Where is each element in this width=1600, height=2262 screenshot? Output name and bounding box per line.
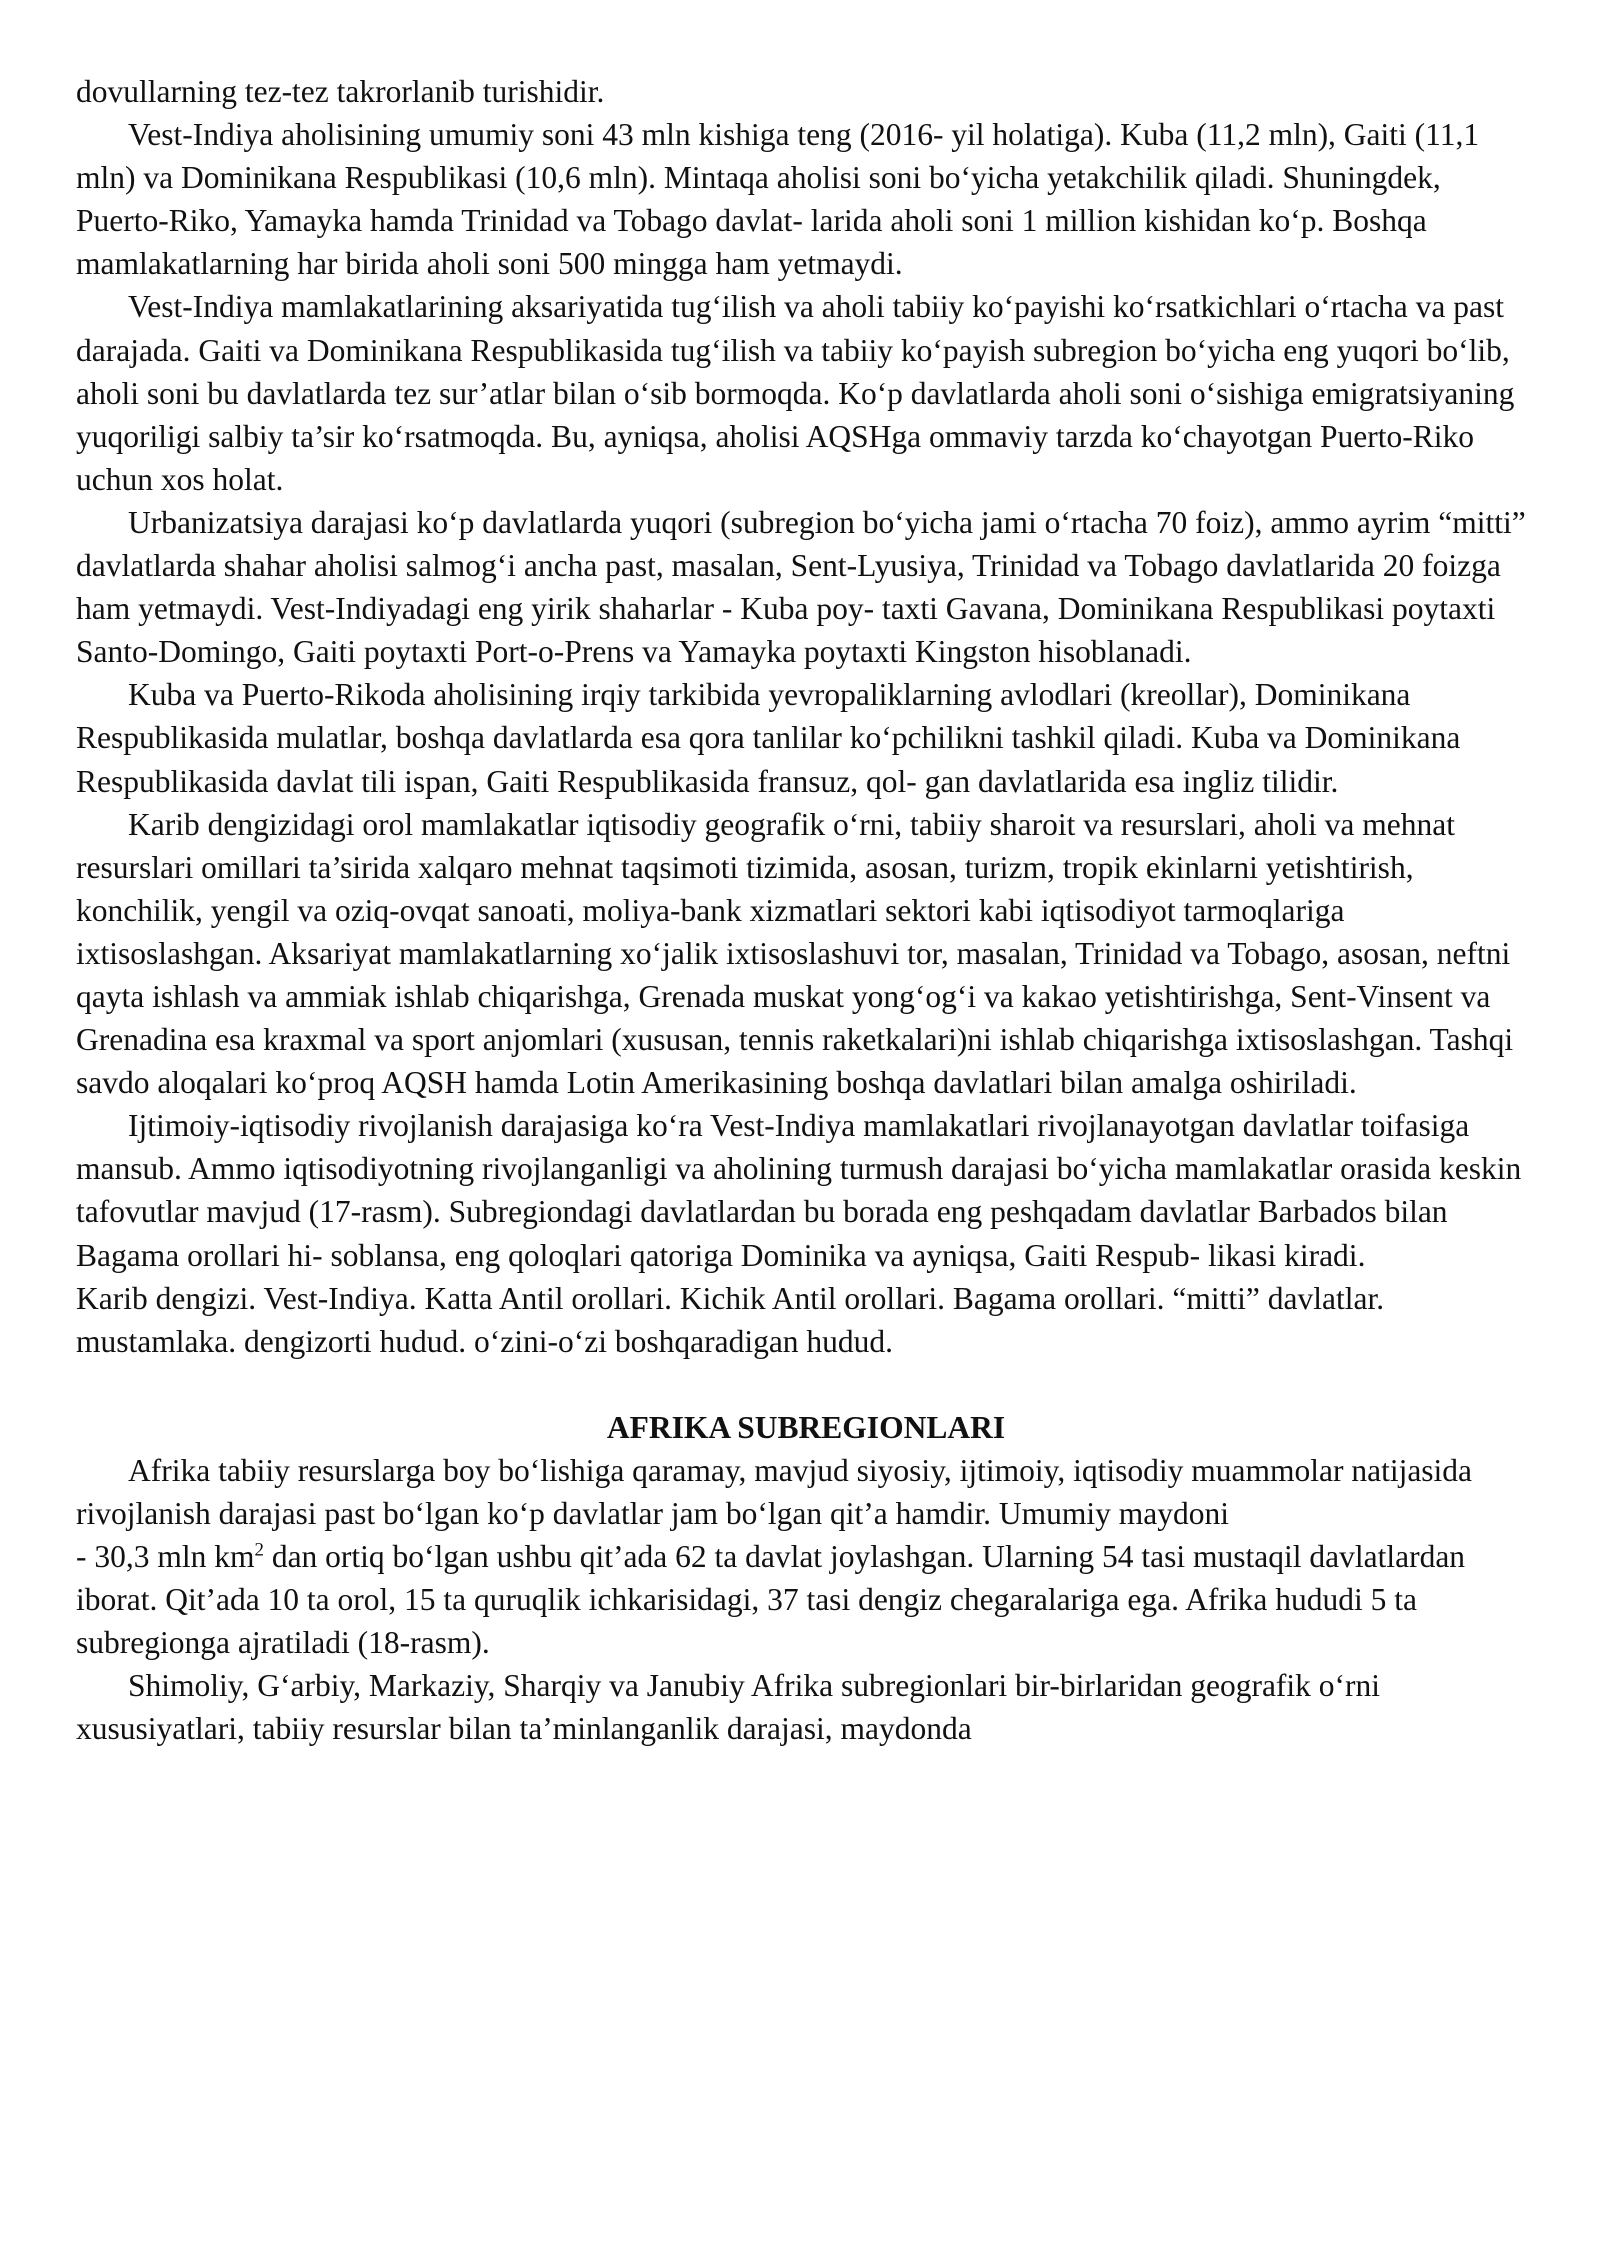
paragraph: Ijtimoiy-iqtisodiy rivojlanish darajasiga ko‘ra Vest-Indiya mamlakatlari rivojlanayotgan davlatlar toifasiga mansub. Ammo iqtisodiyotning rivojlanganligi va aholining turmush darajasi bo‘yicha mamlakatlar orasida keskin tafovutlar mavjud (17-rasm). Subregiondagi davlatlardan bu borada eng peshqadam davlatlar Barbados bilan Bagama orollari hi- soblansa, eng qoloqlari qatoriga Dominika va ayniqsa, Gaiti Respub- likasi kiradi. [76,1108,1522,1273]
document-page [76,70,1536,1751]
paragraph: Urbanizatsiya darajasi ko‘p davlatlarda yuqori (subregion bo‘yicha jami o‘rtacha 70 foiz), ammo ayrim “mitti” davlatlarda shahar aholisi salmog‘i ancha past, masalan, Sent-Lyusiya, Trinidad va Tobago davlatlarida 20 foizga ham yetmaydi. Vest-Indiyadagi eng yirik shaharlar - Kuba poy- taxti Gavana, Dominikana Respublikasi poytaxti Santo-Domingo, Gaiti poytaxti Port-o-Prens va Yamayka poytaxti Kingston hisoblanadi. [76,504,1526,670]
superscript: 2 [254,1539,264,1561]
section-heading: AFRIKA SUBREGIONLARI [606,1409,1006,1445]
area-value: - 30,3 mln km [76,1539,255,1575]
paragraph [76,1535,1536,1664]
paragraph: Kuba va Puerto-Rikoda aholisining irqiy tarkibida yevropaliklarning avlodlari (kreollar), Dominikana Respublikasida mulatlar, boshqa davlatlarda esa qora tanlilar ko‘pchilikni tashkil qiladi. Kuba va Dominikana Respublikasida davlat tili ispan, Gaiti Respublikasida fransuz, qol- gan davlatlarida esa ingliz tilidir. [76,677,1461,799]
paragraph: Vest-Indiya aholisining umumiy soni 43 mln kishiga teng (2016- yil holatiga). Kuba (11,2 mln), Gaiti (11,1 mln) va Dominikana Respublikasi (10,6 mln). Mintaqa aholisi soni bo‘yicha yetakchilik qiladi. Shuningdek, Puerto-Riko, Yamayka hamda Trinidad va Tobago davlat- larida aholi soni 1 million kishidan ko‘p. Boshqa mamlakatlarning har birida aholi soni 500 mingga ham yetmaydi. [76,117,1480,282]
paragraph: Karib dengizidagi orol mamlakatlar iqtisodiy geografik o‘rni, tabiiy sharoit va resurslari, aholi va mehnat resurslari omillari ta’sirida xalqaro mehnat taqsimoti tizimida, asosan, turizm, tropik ekinlarni yetishtirish, [76,806,1455,885]
keywords-line: Karib dengizi. Vest-Indiya. Katta Antil orollari. Kichik Antil orollari. Bagama orollari. “mitti” davlatlar. mustamlaka. dengizorti hudud. o‘zini-o‘zi boshqaradigan hudud. [76,1280,1385,1359]
paragraph: Shimoliy, G‘arbiy, Markaziy, Sharqiy va Janubiy Afrika subregionlari bir-birlaridan geografik o‘rni xususiyatlari, tabiiy resurslar bilan ta’minlanganlik darajasi, maydonda [76,1668,1381,1747]
paragraph: konchilik, yengil va oziq-ovqat sanoati, moliya-bank xizmatlari sektori kabi iqtisodiyot tarmoqlariga ixtisoslashgan. Aksariyat mamlakatlarning xo‘jalik ixtisoslashuvi tor, masalan, Trinidad va Tobago, asosan, neftni qayta ishlash va ammiak ishlab chiqarishga, Grenada muskat yong‘og‘i va kakao yetishtirishga, Sent-Vinsent va Grenadina esa kraxmal va sport anjomlari (xususan, tennis raketkalari)ni ishlab chiqarishga ixtisoslashgan. Tashqi savdo aloqalari ko‘proq AQSH hamda Lotin Amerikasining boshqa davlatlari bilan amalga oshiriladi. [76,892,1514,1101]
paragraph: Afrika tabiiy resurslarga boy bo‘lishiga qaramay, mavjud siyosiy, ijtimoiy, iqtisodiy muammolar natijasida rivojlanish darajasi past bo‘lgan ko‘p davlatlar jam bo‘lgan qit’a hamdir. Umumiy maydoni [76,1452,1473,1531]
paragraph: Vest-Indiya mamlakatlarining aksariyatida tug‘ilish va aholi tabiiy ko‘payishi ko‘rsatkichlari o‘rtacha va past darajada. Gaiti va Dominikana Respublikasida tug‘ilish va tabiiy ko‘payish subregion bo‘yicha eng yuqori bo‘lib, aholi soni bu davlatlarda tez sur’atlar bilan o‘sib bormoqda. Ko‘p davlatlarda aholi soni o‘sishiga emigratsiyaning yuqoriligi salbiy ta’sir ko‘rsatmoqda. Bu, ayniqsa, aholisi AQSHga ommaviy tarzda ko‘chayotgan Puerto-Riko uchun xos holat. [76,289,1515,497]
paragraph-text: dan ortiq bo‘lgan ushbu qit’ada 62 ta davlat joylashgan. Ularning 54 tasi mustaqil davlatlardan iborat. Qit’ada 10 ta orol, 15 ta quruqlik ichkarisidagi, 37 tasi dengiz chegaralariga ega. Afrika hududi 5 ta subregionga ajratiladi (18-rasm). [76,1539,1466,1661]
paragraph: dovullarning tez-tez takrorlanib turishidir. [76,74,605,109]
